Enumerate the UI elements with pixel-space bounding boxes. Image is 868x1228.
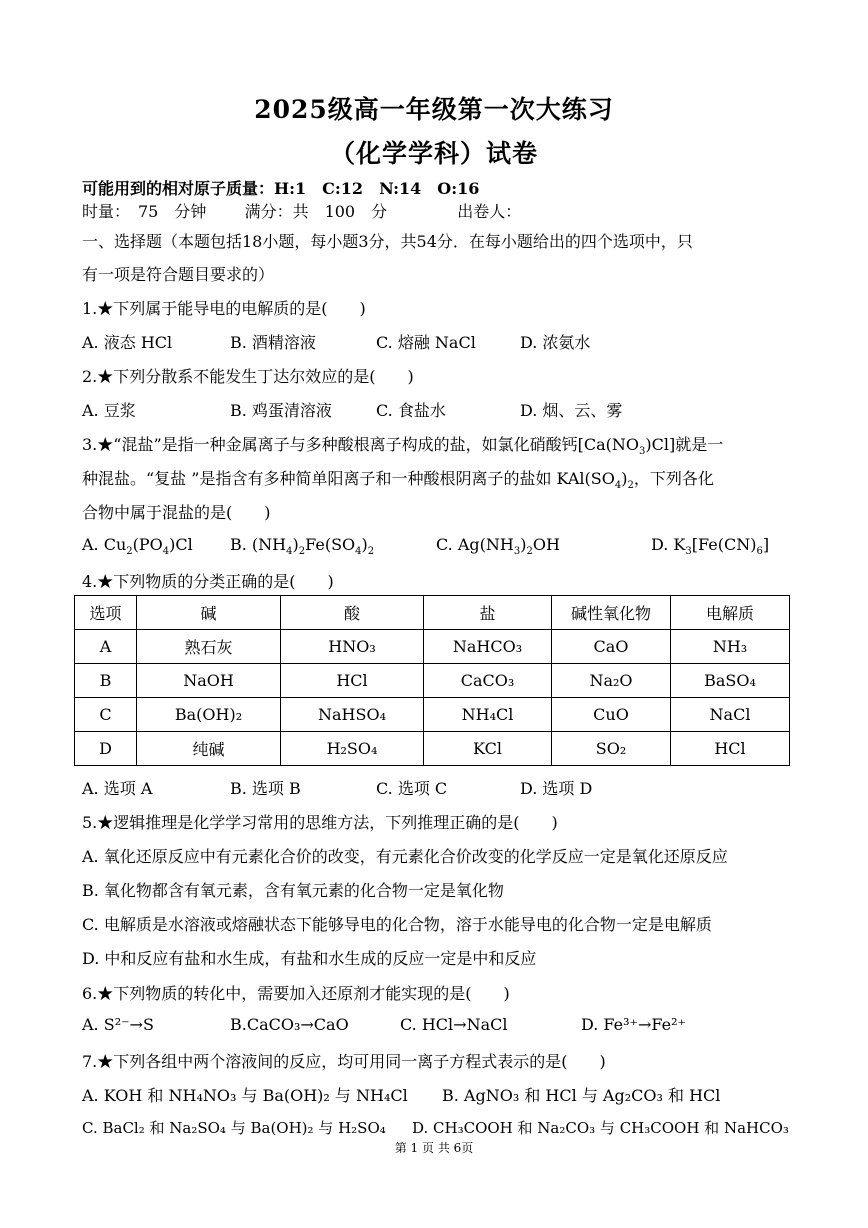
table-cell: HNO₃ [281, 630, 424, 664]
q1-option-a: A. 液态 HCl [82, 333, 173, 352]
q3-a-s1: 2 [126, 546, 133, 558]
table-cell: CaO [552, 630, 671, 664]
table-cell: 纯碱 [137, 732, 281, 766]
q5-option-c: C. 电解质是水溶液或熔融状态下能够导电的化合物，溶于水能导电的化合物一定是电解质 [82, 915, 712, 934]
q3-option-a [82, 535, 193, 558]
table-cell: NaCl [671, 698, 790, 732]
table-header-cell: 碱性氧化物 [552, 596, 671, 630]
q3-stem-line2-sub: 4 [614, 480, 622, 492]
q7-option-d: D. CH₃COOH 和 Na₂CO₃ 与 CH₃COOH 和 NaHCO₃ [412, 1119, 789, 1137]
exam-title: 2025级高一年级第一次大练习 [254, 95, 614, 124]
classification-table [74, 595, 790, 766]
q3-b-s4: 2 [367, 546, 375, 558]
section-intro-line1: 一、选择题（本题包括18小题，每小题3分，共54分．在每小题给出的四个选项中，只 [82, 232, 693, 251]
table-cell: B [75, 664, 137, 698]
q3-a-t2: (PO [132, 535, 163, 554]
table-row [75, 732, 790, 766]
q4-option-c: C. 选项 C [376, 779, 448, 798]
table-cell: Na₂O [552, 664, 671, 698]
table-cell: CaCO₃ [424, 664, 552, 698]
table-header-row [75, 596, 790, 630]
table-cell: C [75, 698, 137, 732]
table-cell: KCl [424, 732, 552, 766]
exam-subtitle: （化学学科）试卷 [329, 139, 538, 168]
q2-option-a: A. 豆浆 [82, 401, 136, 420]
q3-d-t3: ] [762, 535, 770, 554]
q2-option-b: B. 鸡蛋清溶液 [230, 401, 332, 420]
table-cell: BaSO₄ [671, 664, 790, 698]
q7-option-a: A. KOH 和 NH₄NO₃ 与 Ba(OH)₂ 与 NH₄Cl [82, 1086, 408, 1105]
q3-option-c [436, 535, 560, 558]
q3-d-s1: 3 [685, 546, 692, 558]
exam-author: 出卷人： [457, 202, 522, 221]
table-row [75, 630, 790, 664]
q3-stem-line2-tail: ，下列各化 [633, 469, 714, 488]
q3-b-t2: ) [292, 535, 299, 554]
q3-a-t1: A. Cu [82, 535, 127, 554]
table-header-cell: 电解质 [671, 596, 790, 630]
q7-stem: 7.★下列各组中两个溶液间的反应，均可用同一离子方程式表示的是( ) [82, 1052, 606, 1071]
q3-option-d [651, 535, 770, 558]
q1-option-b: B. 酒精溶液 [230, 333, 316, 352]
q3-stem-line2 [82, 466, 788, 492]
q3-d-t2: [Fe(CN) [691, 535, 757, 554]
table-header-cell: 选项 [75, 596, 137, 630]
q5-option-a: A. 氧化还原反应中有元素化合价的改变，有元素化合价改变的化学反应一定是氧化还原反应 [82, 847, 728, 866]
table-cell: D [75, 732, 137, 766]
table-cell: Ba(OH)₂ [137, 698, 281, 732]
table-cell: NaOH [137, 664, 281, 698]
q3-b-s3: 4 [355, 546, 362, 558]
exam-score: 满分：共 100 分 [244, 202, 388, 221]
q1-stem: 1.★下列属于能导电的电解质的是( ) [82, 299, 366, 318]
q5-option-d: D. 中和反应有盐和水生成，有盐和水生成的反应一定是中和反应 [82, 949, 537, 968]
table-row [75, 664, 790, 698]
table-cell: H₂SO₄ [281, 732, 424, 766]
table-cell: CuO [552, 698, 671, 732]
q3-a-s2: 4 [162, 546, 170, 558]
q2-option-d: D. 烟、云、雾 [520, 401, 623, 420]
q3-b-s2: 2 [298, 546, 306, 558]
q3-c-t3: OH [532, 535, 560, 554]
table-cell: A [75, 630, 137, 664]
table-cell: NaHCO₃ [424, 630, 552, 664]
exam-info-line [82, 199, 788, 222]
table-header-cell: 酸 [281, 596, 424, 630]
atomic-mass-line: 可能用到的相对原子质量：H:1 C:12 N:14 O:16 [82, 179, 480, 198]
q3-d-t1: D. K [651, 535, 686, 554]
q6-option-c: C. HCl→NaCl [400, 1015, 508, 1034]
table-cell: HCl [671, 732, 790, 766]
q3-stem-line1-tail: )Cl]就是一 [645, 435, 724, 454]
q3-stem-line3: 合物中属于混盐的是( ) [82, 503, 271, 522]
q4-option-a: A. 选项 A [82, 779, 153, 798]
table-cell: HCl [281, 664, 424, 698]
q1-option-c: C. 熔融 NaCl [376, 333, 476, 352]
table-header-cell: 盐 [424, 596, 552, 630]
q4-option-d: D. 选项 D [520, 779, 593, 798]
q5-stem: 5.★逻辑推理是化学学习常用的思维方法，下列推理正确的是( ) [82, 813, 558, 832]
q2-stem: 2.★下列分散系不能发生丁达尔效应的是( ) [82, 367, 414, 386]
q1-option-d: D. 浓氨水 [520, 333, 591, 352]
q3-stem-line2-text: 种混盐。“复盐 ”是指含有多种简单阳离子和一种酸根阴离子的盐如 KAl(SO [82, 469, 615, 488]
exam-time: 时量： 75 分钟 [82, 202, 207, 221]
section-intro-line2: 有一项是符合题目要求的） [82, 265, 275, 284]
q6-option-b: B.CaCO₃→CaO [230, 1015, 349, 1034]
q4-stem: 4.★下列物质的分类正确的是( ) [82, 572, 334, 591]
q7-option-b: B. AgNO₃ 和 HCl 与 Ag₂CO₃ 和 HCl [442, 1086, 721, 1105]
q6-stem: 6.★下列物质的转化中，需要加入还原剂才能实现的是( ) [82, 984, 510, 1003]
q3-d-s2: 6 [756, 546, 763, 558]
table-cell: NaHSO₄ [281, 698, 424, 732]
q3-b-t3: Fe(SO [305, 535, 356, 554]
q4-option-b: B. 选项 B [230, 779, 301, 798]
q2-option-c: C. 食盐水 [376, 401, 446, 420]
table-row [75, 698, 790, 732]
q3-a-t3: )Cl [169, 535, 193, 554]
q3-b-s1: 4 [286, 546, 293, 558]
q3-option-b [230, 535, 375, 558]
q3-stem-line1 [82, 432, 788, 458]
q6-option-a: A. S²⁻→S [82, 1015, 154, 1034]
table-header-cell: 碱 [137, 596, 281, 630]
table-cell: NH₄Cl [424, 698, 552, 732]
q7-option-c: C. BaCl₂ 和 Na₂SO₄ 与 Ba(OH)₂ 与 H₂SO₄ [82, 1119, 386, 1137]
q5-option-b: B. 氧化物都含有氧元素，含有氧元素的化合物一定是氧化物 [82, 881, 504, 900]
q3-stem-line1-text: 3.★“混盐”是指一种金属离子与多种酸根离子构成的盐，如氯化硝酸钙[Ca(NO [82, 435, 640, 454]
table-cell: 熟石灰 [137, 630, 281, 664]
page-footer: 第 1 页 共 6页 [394, 1141, 474, 1155]
table-cell: SO₂ [552, 732, 671, 766]
table-cell: NH₃ [671, 630, 790, 664]
q3-c-s2: 2 [526, 546, 533, 558]
q3-c-t1: C. Ag(NH [436, 535, 514, 554]
q3-stem-line1-sub: 3 [639, 446, 646, 458]
q3-b-t1: B. (NH [230, 535, 287, 554]
q6-option-d: D. Fe³⁺→Fe²⁺ [581, 1015, 686, 1034]
q3-c-s1: 3 [513, 546, 521, 558]
q3-stem-line2-sub2: 2 [627, 480, 634, 492]
q3-b-t4: ) [361, 535, 368, 554]
q3-c-t2: ) [520, 535, 527, 554]
q3-stem-line2-mid: ) [621, 469, 628, 488]
